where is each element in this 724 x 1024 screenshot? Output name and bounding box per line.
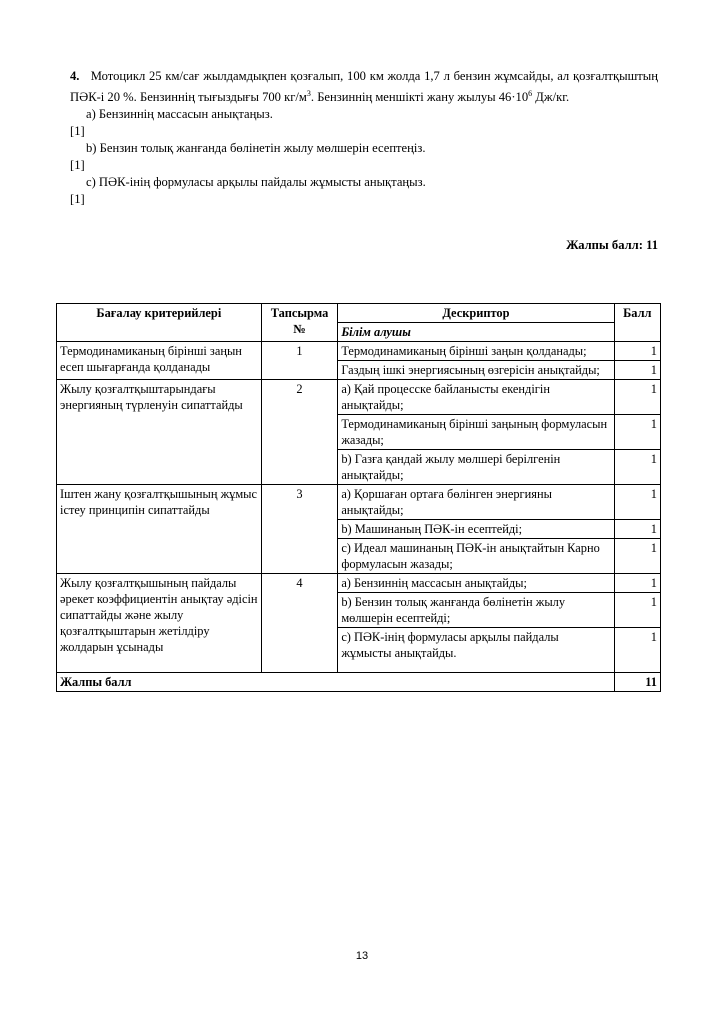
table-footer-row <box>57 673 661 692</box>
assessment-table <box>56 303 661 692</box>
criteria-cell: Жылу қозғалтқышының пайдалы әрекет коэффициентін анықтау әдісін сипаттайды және жылу қозғалтқыштарын жетілдіру жолдарын ұсынады <box>57 574 262 673</box>
footer-label: Жалпы балл <box>57 673 615 692</box>
score-cell: 1 <box>614 380 660 415</box>
header-descriptor: Дескриптор <box>338 304 614 323</box>
score-cell: 1 <box>614 574 660 593</box>
question-a-mark: [1] <box>70 124 85 139</box>
descriptor-cell: b) Газға қандай жылу мөлшері берілгенін анықтайды; <box>338 450 614 485</box>
problem-text-3: Дж/кг. <box>532 90 570 105</box>
score-cell: 1 <box>614 520 660 539</box>
score-cell: 1 <box>614 628 660 673</box>
footer-score: 11 <box>614 673 660 692</box>
problem-total: Жалпы балл: 11 <box>566 238 658 252</box>
header-descriptor-sub: Білім алушы <box>338 323 614 342</box>
problem-sup-2: 6 <box>528 89 533 98</box>
table-header-row <box>57 304 661 323</box>
criteria-cell: Іштен жану қозғалтқышының жұмыс істеу принципін сипаттайды <box>57 485 262 574</box>
question-c-mark: [1] <box>70 192 85 207</box>
problem-text-2: . Бензиннің меншікті жану жылуы 46·10 <box>310 90 529 105</box>
score-cell: 1 <box>614 485 660 520</box>
descriptor-cell: a) Қоршаған ортаға бөлінген энергияны анықтайды; <box>338 485 614 520</box>
problem-statement <box>70 68 658 106</box>
question-b: b) Бензин толық жанғанда бөлінетін жылу мөлшерін есептеңіз. <box>86 141 426 156</box>
table-row <box>57 342 661 361</box>
header-criteria: Бағалау критерийлері <box>57 304 262 342</box>
page-number: 13 <box>355 950 369 962</box>
criteria-cell: Термодинамиканың бірінші заңын есеп шығарғанда қолданады <box>57 342 262 380</box>
task-cell: 2 <box>261 380 338 485</box>
score-cell: 1 <box>614 539 660 574</box>
score-cell: 1 <box>614 593 660 628</box>
question-c: c) ПӘК-інің формуласы арқылы пайдалы жұмысты анықтаңыз. <box>86 175 426 190</box>
descriptor-cell: a) Бензиннің массасын анықтайды; <box>338 574 614 593</box>
problem-number: 4. <box>70 69 80 83</box>
problem-sup-1: 3 <box>306 89 311 98</box>
task-cell: 1 <box>261 342 338 380</box>
task-cell: 4 <box>261 574 338 673</box>
table-row <box>57 485 661 520</box>
table-row <box>57 380 661 415</box>
score-cell: 1 <box>614 415 660 450</box>
descriptor-cell: b) Машинаның ПӘК-ін есептейді; <box>338 520 614 539</box>
problem-block <box>70 68 658 208</box>
descriptor-cell: Термодинамиканың бірінші заңын қолданады; <box>338 342 614 361</box>
descriptor-cell: c) Идеал машинаның ПӘК-ін анықтайтын Карно формуласын жазады; <box>338 539 614 574</box>
problem-text-1: Мотоцикл 25 км/сағ жылдамдықпен қозғалып, 100 км жолда 1,7 л бензин жұмсайды, ал қозғалтқыштың ПӘК-і 20 %. Бензиннің тығыздығы 700 кг/м <box>70 69 658 105</box>
question-a: a) Бензиннің массасын анықтаңыз. <box>86 107 273 122</box>
descriptor-cell: Газдың ішкі энергиясының өзгерісін анықтайды; <box>338 361 614 380</box>
score-cell: 1 <box>614 450 660 485</box>
task-cell: 3 <box>261 485 338 574</box>
descriptor-cell: Термодинамиканың бірінші заңының формуласын жазады; <box>338 415 614 450</box>
header-task: Тапсырма № <box>261 304 338 342</box>
score-cell: 1 <box>614 342 660 361</box>
descriptor-cell: b) Бензин толық жанғанда бөлінетін жылу мөлшерін есептейді; <box>338 593 614 628</box>
question-b-mark: [1] <box>70 158 85 173</box>
table-row <box>57 574 661 593</box>
descriptor-cell: a) Қай процесске байланысты екендігін анықтайды; <box>338 380 614 415</box>
header-score: Балл <box>614 304 660 342</box>
score-cell: 1 <box>614 361 660 380</box>
criteria-cell: Жылу қозғалтқыштарындағы энергияның түрленуін сипаттайды <box>57 380 262 485</box>
descriptor-cell: c) ПӘК-інің формуласы арқылы пайдалы жұмысты анықтайды. <box>338 628 614 673</box>
